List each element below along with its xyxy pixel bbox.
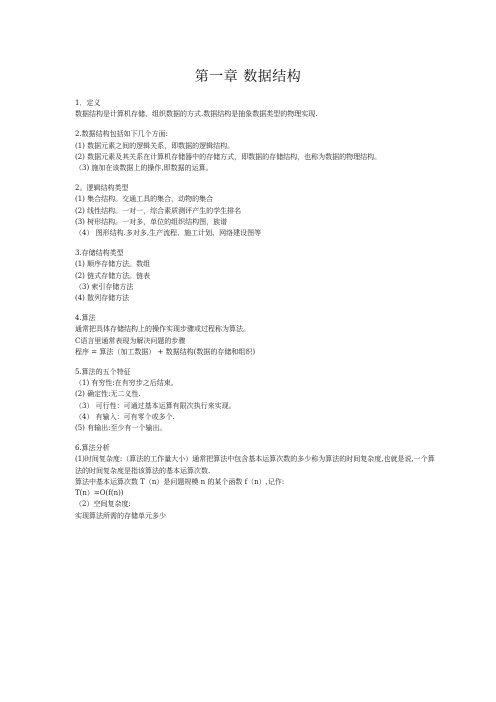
list-item: (2) 链式存储方法。链表	[75, 271, 151, 280]
paragraph-line: (1)时间复杂度:（算法的工作量大小）通常把算法中包含基本运算次数的多少称为算法的时间复杂度,也就是说,一个算法的时间复杂度是指该算法的基本运算次数.	[75, 455, 435, 475]
section-heading: 1．定义	[75, 99, 101, 107]
section-algorithm	[75, 313, 435, 358]
list-item: (2) 线性结构。一对一，综合素质测评产生的学生排名	[75, 206, 242, 215]
list-item: (5) 有输出:至少有一个输出。	[75, 424, 167, 433]
list-item: (1) 顺序存储方法。数组	[75, 260, 151, 269]
paragraph-line: 实现算法所需的存储单元多少	[75, 511, 166, 520]
formula-line: T(n）=O(f(n))	[75, 489, 124, 498]
section-heading: 4.算法	[75, 314, 96, 323]
paragraph-line: （2）空间复杂度:	[75, 500, 131, 509]
paragraph-line: C语言里通常表现为解决问题的步骤	[75, 336, 186, 345]
page-title: 第一章 数据结构	[194, 69, 302, 85]
paragraph-line: 通常把具体存储结构上的操作实现步骤或过程称为算法。	[75, 325, 250, 334]
section-heading: 3.存储结构类型	[75, 249, 124, 258]
list-item: (3) 树形结构。一对多，单位的组织结构图，族谱	[75, 217, 228, 226]
list-item: （4） 有输入：可有零个或多个.	[75, 412, 175, 421]
list-item: (4) 散列存储方法	[75, 294, 130, 303]
list-item: (1) 集合结构。交通工具的集合，动物的集合	[75, 195, 214, 204]
section-storage-structure	[75, 248, 435, 304]
section-algorithm-features	[75, 367, 435, 434]
paragraph-line: 程序 = 算法（加工数据） + 数据结构(数据的存储和组织)	[75, 347, 256, 356]
list-item: (1) 数据元素之间的逻辑关系，即数据的逻辑结构。	[75, 141, 235, 150]
list-item: （3) 施加在该数据上的操作,即数据的运算。	[75, 164, 213, 173]
section-definition	[75, 98, 435, 120]
list-item: （1) 有穷性:在有穷步之后结束。	[75, 379, 178, 388]
section-algorithm-analysis	[75, 443, 435, 521]
paragraph-line: 算法中基本运算次数 T（n）是问题规模 n 的某个函数 f（n）,记作:	[75, 477, 285, 486]
section-heading: 6.算法分析	[75, 444, 110, 453]
list-item: （4） 图形结构.多对多,生产流程、施工计划、网络建设图等	[75, 229, 262, 238]
section-heading: 2.数据结构包括如下几个方面:	[75, 130, 169, 139]
paragraph-line: 数据结构是计算机存储、组织数据的方式.数据结构是抽象数据类型的物理实现.	[75, 110, 318, 119]
list-item: （3） 可行性：可通过基本运算有限次执行来实现。	[75, 401, 236, 410]
document-body	[75, 98, 435, 531]
list-item: （3) 索引存储方法	[75, 282, 134, 291]
section-logical-structure	[75, 183, 435, 239]
list-item: (2) 确定性:无二义性.	[75, 390, 141, 399]
section-heading: 5.算法的五个特征	[75, 368, 131, 377]
list-item: (2) 数据元素及其关系在计算机存储器中的存储方式，即数据的存储结构，也称为数据的物理结构。	[75, 152, 382, 161]
section-components	[75, 129, 435, 174]
section-heading: 2。逻辑结构类型	[75, 184, 129, 193]
